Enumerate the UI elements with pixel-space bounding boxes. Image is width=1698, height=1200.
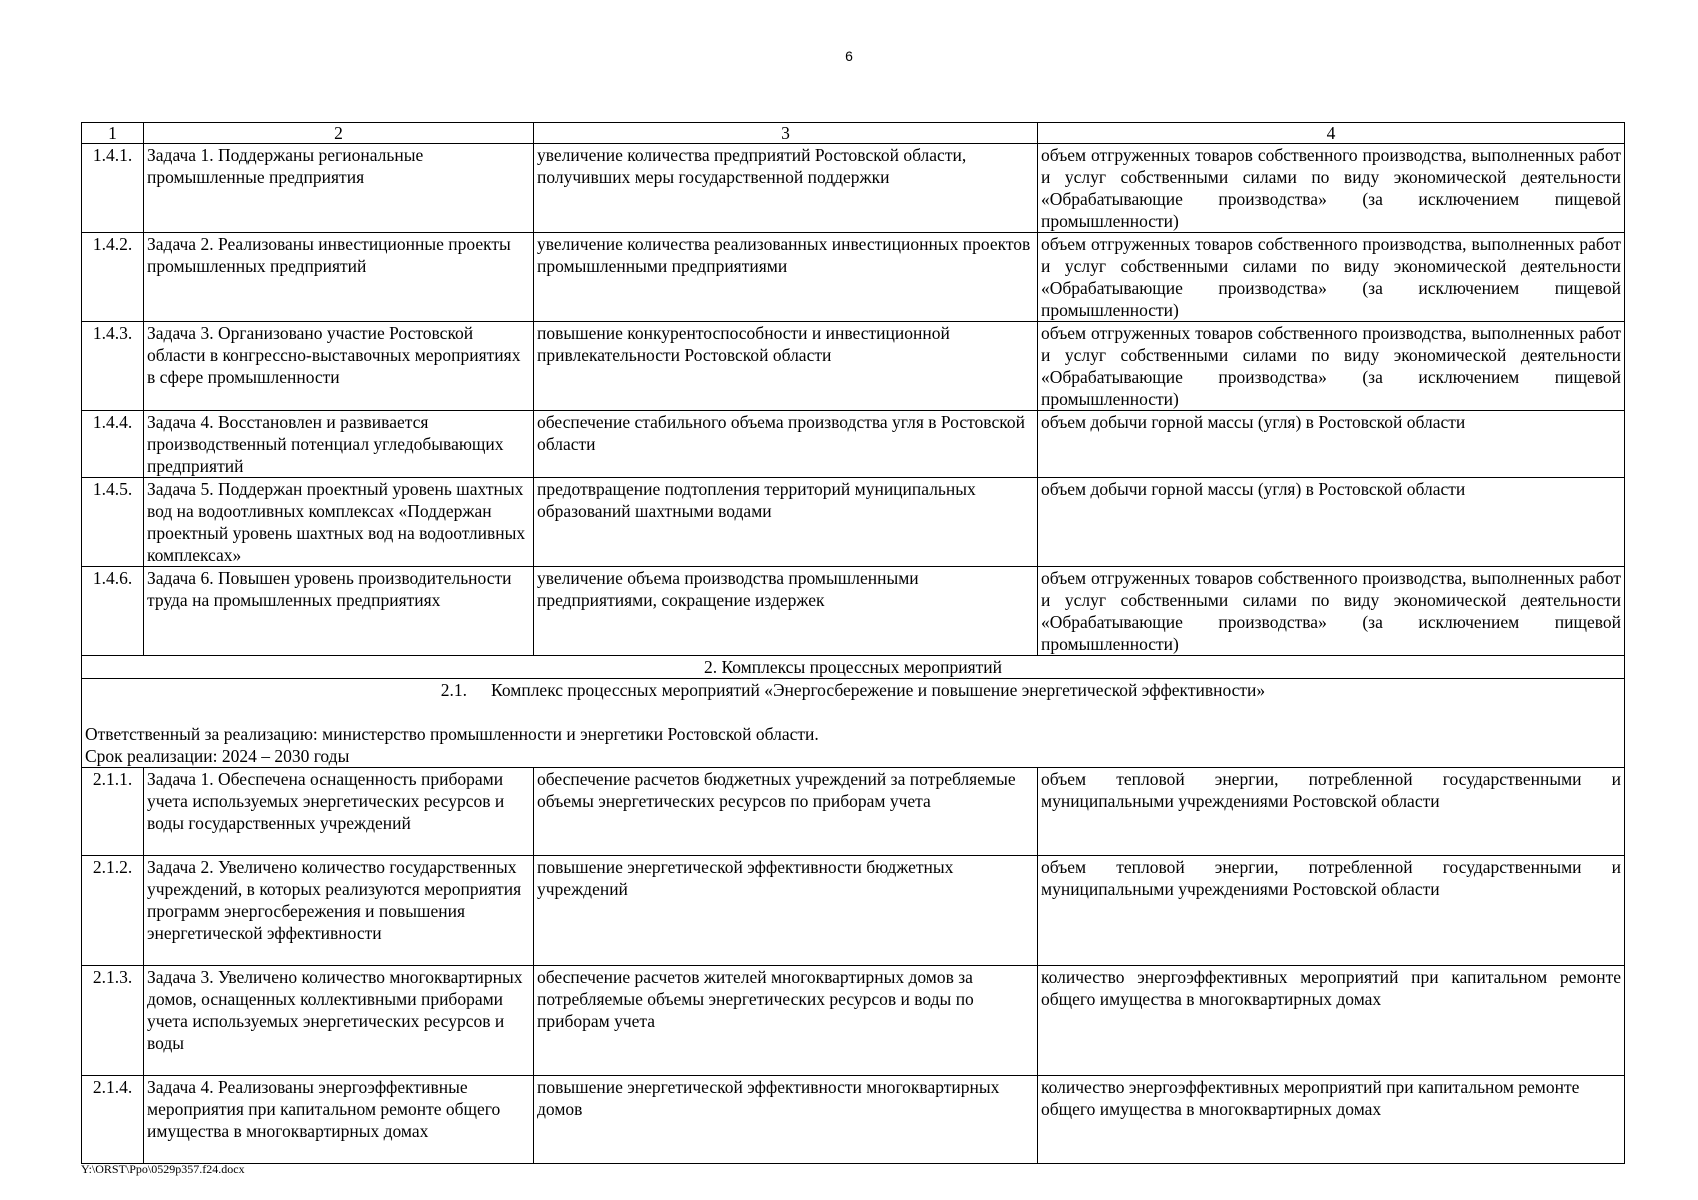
indicator-cell: объем отгруженных товаров собственного производства, выполненных работ и услуг собственными силами по виду экономической деятельности «Обрабатывающие производства» (за исключением пищевой промышленности) bbox=[1038, 233, 1625, 322]
task-cell: Задача 2. Увеличено количество государственных учреждений, в которых реализуются мероприятия программ энергосбережения и повышения энергетической эффективности bbox=[144, 856, 534, 966]
row-number: 1.4.5. bbox=[82, 478, 144, 567]
row-number: 1.4.1. bbox=[82, 144, 144, 233]
result-cell: увеличение объема производства промышленными предприятиями, сокращение издержек bbox=[534, 567, 1038, 656]
row-number: 1.4.6. bbox=[82, 567, 144, 656]
indicator-cell: объем отгруженных товаров собственного производства, выполненных работ и услуг собственными силами по виду экономической деятельности «Обрабатывающие производства» (за исключением пищевой промышленности) bbox=[1038, 322, 1625, 411]
complex-title-line bbox=[85, 679, 1621, 701]
result-cell: обеспечение расчетов жителей многоквартирных домов за потребляемые объемы энергетических ресурсов и воды по приборам учета bbox=[534, 966, 1038, 1076]
row-number: 2.1.1. bbox=[82, 768, 144, 856]
table-row bbox=[82, 233, 1625, 322]
indicator-cell: объем добычи горной массы (угля) в Ростовской области bbox=[1038, 478, 1625, 567]
task-cell: Задача 6. Повышен уровень производительности труда на промышленных предприятиях bbox=[144, 567, 534, 656]
row-number: 2.1.3. bbox=[82, 966, 144, 1076]
indicator-cell: объем отгруженных товаров собственного производства, выполненных работ и услуг собственными силами по виду экономической деятельности «Обрабатывающие производства» (за исключением пищевой промышленности) bbox=[1038, 567, 1625, 656]
indicator-cell: объем добычи горной массы (угля) в Ростовской области bbox=[1038, 411, 1625, 478]
task-cell: Задача 4. Восстановлен и развивается производственный потенциал угледобывающих предприятий bbox=[144, 411, 534, 478]
complex-heading bbox=[82, 679, 1625, 768]
table-row bbox=[82, 144, 1625, 233]
result-cell: увеличение количества реализованных инвестиционных проектов промышленными предприятиями bbox=[534, 233, 1038, 322]
section-heading-row bbox=[82, 656, 1625, 679]
header-col-2: 2 bbox=[144, 123, 534, 144]
task-cell: Задача 1. Обеспечена оснащенность приборами учета используемых энергетических ресурсов и воды государственных учреждений bbox=[144, 768, 534, 856]
header-col-3: 3 bbox=[534, 123, 1038, 144]
complex-responsible: Ответственный за реализацию: министерство промышленности и энергетики Ростовской области. bbox=[85, 724, 819, 744]
spacer bbox=[85, 701, 1621, 723]
page-number: 6 bbox=[845, 48, 853, 64]
file-path-footer: Y:\ORST\Ppo\0529p357.f24.docx bbox=[81, 1162, 245, 1176]
result-cell: увеличение количества предприятий Ростовской области, получивших меры государственной поддержки bbox=[534, 144, 1038, 233]
result-cell: предотвращение подтопления территорий муниципальных образований шахтными водами bbox=[534, 478, 1038, 567]
complex-number: 2.1. bbox=[440, 680, 468, 700]
row-number: 2.1.2. bbox=[82, 856, 144, 966]
indicator-cell: объем тепловой энергии, потребленной государственными и муниципальными учреждениями Ростовской области bbox=[1038, 768, 1625, 856]
table-row bbox=[82, 768, 1625, 856]
result-cell: повышение энергетической эффективности многоквартирных домов bbox=[534, 1076, 1038, 1164]
task-cell: Задача 1. Поддержаны региональные промышленные предприятия bbox=[144, 144, 534, 233]
section-heading: 2. Комплексы процессных мероприятий bbox=[82, 656, 1625, 679]
table-header-row bbox=[82, 123, 1625, 144]
table-row bbox=[82, 1076, 1625, 1164]
task-cell: Задача 5. Поддержан проектный уровень шахтных вод на водоотливных комплексах «Поддержан проектный уровень шахтных вод на водоотливных комплексах» bbox=[144, 478, 534, 567]
indicator-cell: количество энергоэффективных мероприятий при капитальном ремонте общего имущества в многоквартирных домах bbox=[1038, 1076, 1625, 1164]
header-col-1: 1 bbox=[82, 123, 144, 144]
task-cell: Задача 4. Реализованы энергоэффективные мероприятия при капитальном ремонте общего имущества в многоквартирных домах bbox=[144, 1076, 534, 1164]
complex-period: Срок реализации: 2024 – 2030 годы bbox=[85, 746, 350, 766]
header-col-4: 4 bbox=[1038, 123, 1625, 144]
table-row bbox=[82, 966, 1625, 1076]
task-cell: Задача 3. Организовано участие Ростовской области в конгрессно-выставочных мероприятиях в сфере промышленности bbox=[144, 322, 534, 411]
measures-table bbox=[81, 122, 1625, 1164]
row-number: 1.4.4. bbox=[82, 411, 144, 478]
table-row bbox=[82, 856, 1625, 966]
task-cell: Задача 3. Увеличено количество многоквартирных домов, оснащенных коллективными приборами учета используемых энергетических ресурсов и воды bbox=[144, 966, 534, 1076]
complex-title: Комплекс процессных мероприятий «Энергосбережение и повышение энергетической эффективности» bbox=[491, 680, 1266, 700]
task-cell: Задача 2. Реализованы инвестиционные проекты промышленных предприятий bbox=[144, 233, 534, 322]
indicator-cell: объем тепловой энергии, потребленной государственными и муниципальными учреждениями Ростовской области bbox=[1038, 856, 1625, 966]
row-number: 1.4.2. bbox=[82, 233, 144, 322]
row-number: 2.1.4. bbox=[82, 1076, 144, 1164]
result-cell: обеспечение стабильного объема производства угля в Ростовской области bbox=[534, 411, 1038, 478]
table-row bbox=[82, 567, 1625, 656]
complex-heading-row bbox=[82, 679, 1625, 768]
table-row bbox=[82, 478, 1625, 567]
table-row bbox=[82, 322, 1625, 411]
result-cell: обеспечение расчетов бюджетных учреждений за потребляемые объемы энергетических ресурсов по приборам учета bbox=[534, 768, 1038, 856]
result-cell: повышение конкурентоспособности и инвестиционной привлекательности Ростовской области bbox=[534, 322, 1038, 411]
indicator-cell: объем отгруженных товаров собственного производства, выполненных работ и услуг собственными силами по виду экономической деятельности «Обрабатывающие производства» (за исключением пищевой промышленности) bbox=[1038, 144, 1625, 233]
indicator-cell: количество энергоэффективных мероприятий при капитальном ремонте общего имущества в многоквартирных домах bbox=[1038, 966, 1625, 1076]
row-number: 1.4.3. bbox=[82, 322, 144, 411]
table-row bbox=[82, 411, 1625, 478]
result-cell: повышение энергетической эффективности бюджетных учреждений bbox=[534, 856, 1038, 966]
